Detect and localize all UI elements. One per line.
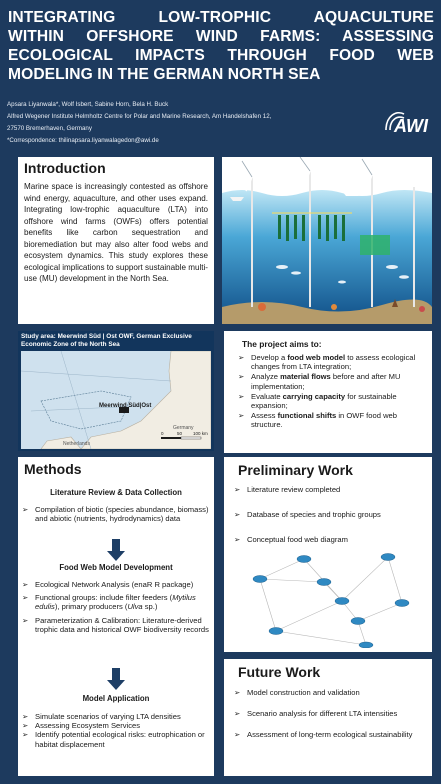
methods-item: ➢ Functional groups: include filter feeders (Mytilus edulis), primary producers (Ulva sp.) bbox=[22, 593, 210, 611]
affiliation: Alfred Wegener Institute Helmholtz Centre for Polar and Marine Research, Am Handelshafen 12, bbox=[7, 113, 272, 120]
food-web-nodes bbox=[253, 554, 409, 649]
future-item: ➢ Assessment of long-term ecological sustainability bbox=[234, 730, 428, 739]
introduction-title: Introduction bbox=[24, 160, 106, 176]
future-item: ➢ Scenario analysis for different LTA intensities bbox=[234, 709, 428, 718]
introduction-text: Marine space is increasingly contested as offshore wind energy, aquaculture, and other uses expand. Integrating low-trophic aquaculture (LTA) into offshore wind farms (OWFs) offers potential benefits like carbon sequestration and bioremediation but may also alter food webs and ecosystem dynamics. This study explores these ecological implications to support sustainable multi-use (MU) development in the North Sea. bbox=[24, 182, 208, 283]
preliminary-work-panel bbox=[224, 457, 432, 652]
authors: Apsara Liyanwala*, Wolf Isbert, Sabine Horn, Bela H. Buck bbox=[7, 101, 169, 108]
future-title: Future Work bbox=[238, 664, 321, 680]
title-line: ECOLOGICAL IMPACTS THROUGH FOOD WEB bbox=[8, 47, 434, 64]
svg-text:0: 0 bbox=[161, 431, 164, 436]
methods-list bbox=[22, 580, 210, 638]
down-arrow-icon bbox=[107, 539, 125, 561]
methods-subheading: Model Application bbox=[82, 694, 150, 703]
aim-item: ➢ Assess functional shifts in OWF food web structure. bbox=[238, 411, 428, 430]
aims-panel bbox=[224, 331, 432, 453]
offshore-wind-aquaculture-illustration bbox=[222, 157, 432, 324]
title-line: MODELING IN THE GERMAN NORTH SEA bbox=[8, 66, 321, 83]
ofw-illustration bbox=[222, 157, 432, 324]
aim-item: ➢ Develop a food web model to assess ecological changes from LTA integration; bbox=[238, 353, 428, 372]
poster-title bbox=[8, 8, 434, 84]
title-line: WITHIN OFFSHORE WIND FARMS: ASSESSING bbox=[8, 28, 434, 45]
poster-header bbox=[0, 0, 441, 152]
country-label-netherlands: Netherlands bbox=[63, 441, 90, 447]
methods-item: ➢ Compilation of biotic (species abundance, biomass) and abiotic (nutrients, hydrodynamics) data bbox=[22, 505, 210, 523]
study-area-map bbox=[21, 351, 211, 449]
country-label-germany: Germany bbox=[173, 425, 194, 431]
svg-text:50: 50 bbox=[177, 431, 183, 436]
aim-item: ➢ Analyze material flows before and after MU implementation; bbox=[238, 372, 428, 391]
methods-subheading: Literature Review & Data Collection bbox=[50, 488, 182, 497]
conceptual-food-web-diagram bbox=[246, 553, 426, 648]
future-work-panel bbox=[224, 659, 432, 776]
awi-logo bbox=[380, 104, 436, 138]
methods-list bbox=[22, 712, 210, 749]
title-line: INTEGRATING LOW-TROPHIC AQUACULTURE bbox=[8, 9, 434, 26]
future-item: ➢ Model construction and validation bbox=[234, 688, 428, 697]
svg-text:AWI: AWI bbox=[394, 116, 428, 136]
methods-panel bbox=[18, 457, 214, 776]
preliminary-item: ➢ Database of species and trophic groups bbox=[234, 510, 428, 519]
aim-item: ➢ Evaluate carrying capacity for sustainable expansion; bbox=[238, 392, 428, 411]
methods-item: ➢ Parameterization & Calibration: Literature-derived trophic data and historical OWF biodiversity records bbox=[22, 616, 210, 634]
preliminary-item: ➢ Conceptual food web diagram bbox=[234, 535, 428, 544]
methods-item: ➢ Simulate scenarios of varying LTA densities bbox=[22, 712, 210, 721]
methods-item: ➢ Identify potential ecological risks: eutrophication or habitat displacement bbox=[22, 730, 210, 748]
methods-item: ➢ Assessing Ecosystem Services bbox=[22, 721, 210, 730]
methods-title: Methods bbox=[24, 461, 82, 477]
methods-list bbox=[22, 505, 210, 527]
future-list bbox=[234, 688, 428, 740]
correspondence: *Correspondence: thilinapsara.liyanwalagedon@awi.de bbox=[7, 137, 159, 144]
aims-heading: The project aims to: bbox=[242, 339, 322, 349]
address: 27570 Bremerhaven, Germany bbox=[7, 125, 92, 132]
down-arrow-icon bbox=[107, 668, 125, 690]
site-label: Meerwind Süd|Ost bbox=[99, 403, 152, 409]
map-caption: Study area: Meerwind Süd | Ost OWF, German Exclusive Economic Zone of the North Sea bbox=[21, 333, 192, 348]
author-block bbox=[7, 99, 271, 147]
map-svg bbox=[21, 351, 211, 449]
preliminary-list bbox=[234, 485, 428, 545]
preliminary-item: ➢ Literature review completed bbox=[234, 485, 428, 494]
study-area-map-panel bbox=[18, 331, 214, 451]
methods-subheading: Food Web Model Development bbox=[59, 563, 173, 572]
methods-item: ➢ Ecological Network Analysis (enaR R package) bbox=[22, 580, 210, 589]
aims-list bbox=[238, 353, 428, 430]
svg-text:100 km: 100 km bbox=[193, 431, 208, 436]
introduction-panel bbox=[18, 157, 214, 324]
preliminary-title: Preliminary Work bbox=[238, 462, 353, 478]
